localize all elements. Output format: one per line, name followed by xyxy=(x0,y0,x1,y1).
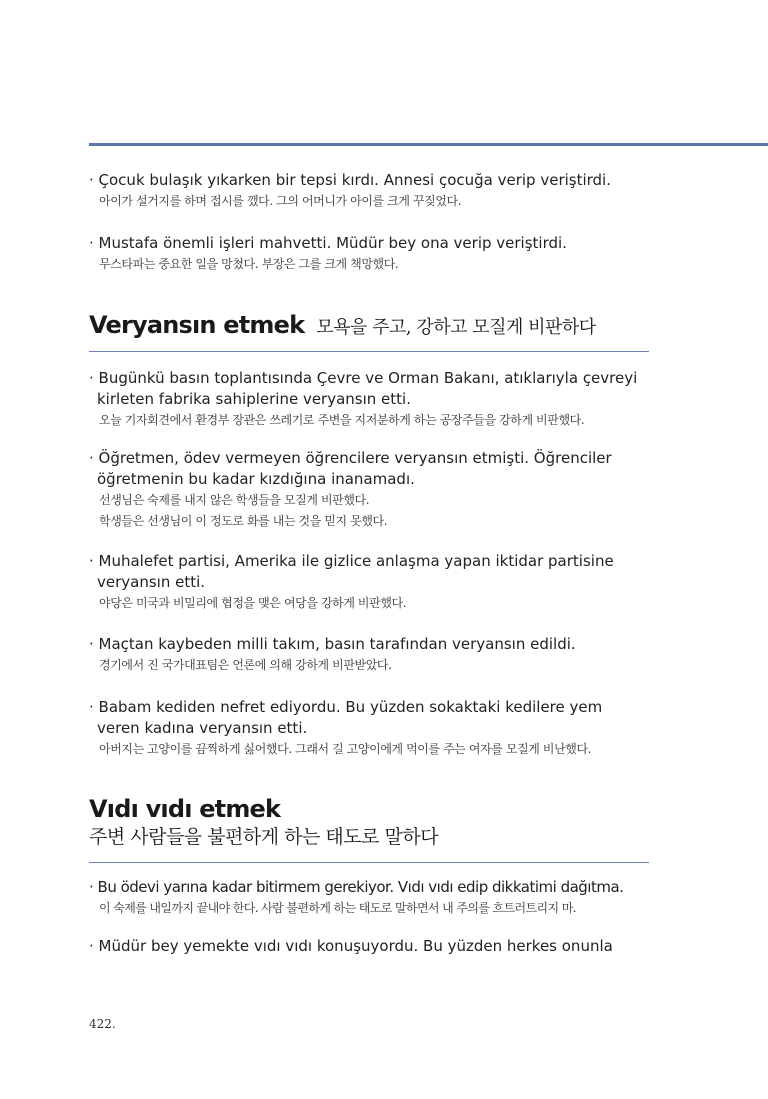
korean-translation: 경기에서 진 국가대표팀은 언론에 의해 강하게 비판받았다. xyxy=(99,658,392,672)
turkish-sentence: · Babam kediden nefret ediyordu. Bu yüzden sokaktaki kedilere yem xyxy=(89,698,603,716)
example-block xyxy=(89,368,659,431)
korean-translation: 아이가 설거지를 하며 접시를 깼다. 그의 어머니가 아이를 크게 꾸짖었다. xyxy=(99,194,462,208)
korean-translation: 선생님은 숙제를 내지 않은 학생들을 모질게 비판했다. xyxy=(99,493,370,507)
turkish-sentence: · Muhalefet partisi, Amerika ile gizlice anlaşma yapan iktidar partisine xyxy=(89,552,614,570)
korean-translation: 이 숙제를 내일까지 끝내야 한다. 사람 불편하게 하는 태도로 말하면서 내 주의를 흐트러트리지 마. xyxy=(99,901,576,915)
idiom-meaning: 주변 사람들을 불편하게 하는 태도로 말하다 xyxy=(89,826,439,848)
page-number: 422. xyxy=(89,1017,116,1031)
example-block xyxy=(89,877,659,919)
turkish-sentence: · Mustafa önemli işleri mahvetti. Müdür bey ona verip veriştirdi. xyxy=(89,234,567,252)
idiom-heading xyxy=(89,311,659,339)
example-block xyxy=(89,170,659,212)
turkish-sentence-continued: öğretmenin bu kadar kızdığına inanamadı. xyxy=(97,470,415,488)
turkish-sentence: · Bugünkü basın toplantısında Çevre ve Orman Bakanı, atıklarıyla çevreyi xyxy=(89,369,638,387)
idiom-title: Veryansın etmek xyxy=(89,311,305,339)
turkish-sentence: · Öğretmen, ödev vermeyen öğrencilere veryansın etmişti. Öğrenciler xyxy=(89,449,612,467)
korean-translation: 오늘 기자회견에서 환경부 장관은 쓰레기로 주변을 지저분하게 하는 공장주들을 강하게 비판했다. xyxy=(99,413,585,427)
idiom-meaning: 모욕을 주고, 강하고 모질게 비판하다 xyxy=(316,317,596,338)
turkish-sentence-continued: veryansın etti. xyxy=(97,573,206,591)
section-divider xyxy=(89,862,649,863)
korean-translation: 야당은 미국과 비밀리에 협정을 맺은 여당을 강하게 비판했다. xyxy=(99,596,407,610)
example-block xyxy=(89,448,659,532)
idiom-heading xyxy=(89,794,659,850)
korean-translation: 무스타파는 중요한 일을 망쳤다. 부장은 그를 크게 책망했다. xyxy=(99,257,399,271)
turkish-sentence-continued: veren kadına veryansın etti. xyxy=(97,719,308,737)
turkish-sentence: · Müdür bey yemekte vıdı vıdı konuşuyordu. Bu yüzden herkes onunla xyxy=(89,937,613,955)
top-rule xyxy=(89,143,768,146)
example-block xyxy=(89,551,659,614)
korean-translation: 학생들은 선생님이 이 정도로 화를 내는 것을 믿지 못했다. xyxy=(99,514,388,528)
turkish-sentence: · Maçtan kaybeden milli takım, basın tarafından veryansın edildi. xyxy=(89,635,576,653)
example-block xyxy=(89,936,659,957)
section-divider xyxy=(89,351,649,352)
korean-translation: 아버지는 고양이를 끔찍하게 싫어했다. 그래서 길 고양이에게 먹이를 주는 여자를 모질게 비난했다. xyxy=(99,742,592,756)
turkish-sentence: · Çocuk bulaşık yıkarken bir tepsi kırdı. Annesi çocuğa verip veriştirdi. xyxy=(89,171,611,189)
example-block xyxy=(89,634,659,676)
idiom-title: Vıdı vıdı etmek xyxy=(89,795,281,823)
turkish-sentence: · Bu ödevi yarına kadar bitirmem gerekiyor. Vıdı vıdı edip dikkatimi dağıtma. xyxy=(89,878,624,896)
turkish-sentence-continued: kirleten fabrika sahiplerine veryansın etti. xyxy=(97,390,411,408)
page-content xyxy=(89,170,659,957)
example-block xyxy=(89,697,659,760)
example-block xyxy=(89,233,659,275)
